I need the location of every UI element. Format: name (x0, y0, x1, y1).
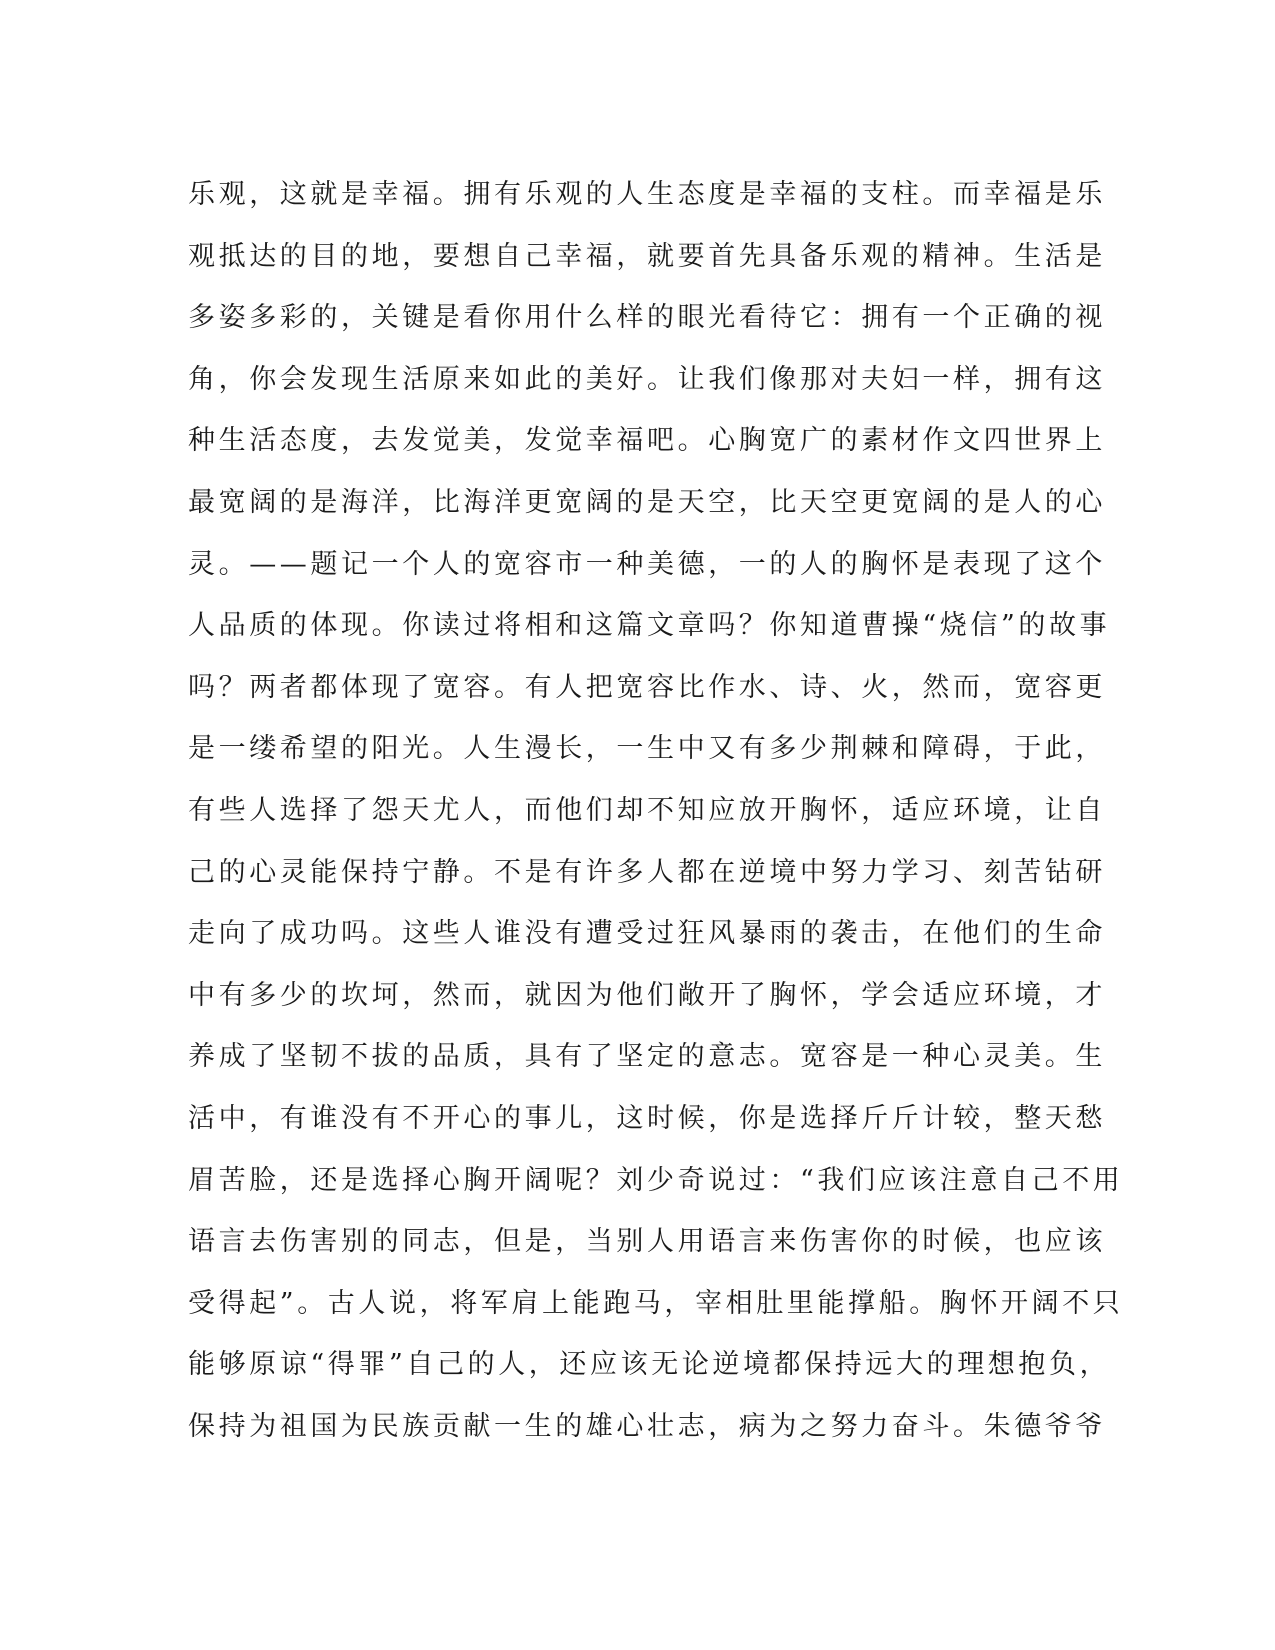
text-line: 己的心灵能保持宁静。不是有许多人都在逆境中努力学习、刻苦钻研 (188, 856, 1106, 888)
text-line: 中有多少的坎坷，然而，就因为他们敞开了胸怀，学会适应环境，才 (188, 979, 1106, 1011)
text-line: 角，你会发现生活原来如此的美好。让我们像那对夫妇一样，拥有这 (188, 363, 1106, 395)
text-line: 眉苦脸，还是选择心胸开阔呢？刘少奇说过：“我们应该注意自己不用 (188, 1164, 1124, 1196)
text-line: 受得起”。古人说，将军肩上能跑马，宰相肚里能撑船。胸怀开阔不只 (188, 1287, 1124, 1319)
text-line: 种生活态度，去发觉美，发觉幸福吧。心胸宽广的素材作文四世界上 (188, 425, 1106, 457)
text-line: 活中，有谁没有不开心的事儿，这时候，你是选择斤斤计较，整天愁 (188, 1102, 1106, 1134)
text-line: 有些人选择了怨天尤人，而他们却不知应放开胸怀，适应环境，让自 (188, 794, 1106, 826)
text-line: 多姿多彩的，关键是看你用什么样的眼光看待它：拥有一个正确的视 (188, 302, 1106, 334)
body-text (188, 164, 1124, 1457)
text-line: 养成了坚韧不拔的品质，具有了坚定的意志。宽容是一种心灵美。生 (188, 1041, 1106, 1073)
text-line: 观抵达的目的地，要想自己幸福，就要首先具备乐观的精神。生活是 (188, 240, 1106, 272)
text-line: 是一缕希望的阳光。人生漫长，一生中又有多少荆棘和障碍，于此， (188, 733, 1106, 765)
text-line: 灵。——题记一个人的宽容市一种美德，一的人的胸怀是表现了这个 (188, 548, 1106, 580)
text-line: 最宽阔的是海洋，比海洋更宽阔的是天空，比天空更宽阔的是人的心 (188, 486, 1106, 518)
text-line: 保持为祖国为民族贡献一生的雄心壮志，病为之努力奋斗。朱德爷爷 (188, 1410, 1106, 1442)
text-line: 吗？两者都体现了宽容。有人把宽容比作水、诗、火，然而，宽容更 (188, 671, 1106, 703)
text-line: 能够原谅“得罪”自己的人，还应该无论逆境都保持远大的理想抱负， (188, 1349, 1111, 1381)
text-line: 语言去伤害别的同志，但是，当别人用语言来伤害你的时候，也应该 (188, 1226, 1106, 1258)
text-line: 走向了成功吗。这些人谁没有遭受过狂风暴雨的袭击，在他们的生命 (188, 918, 1106, 950)
text-line: 乐观，这就是幸福。拥有乐观的人生态度是幸福的支柱。而幸福是乐 (188, 179, 1106, 210)
text-line: 人品质的体现。你读过将相和这篇文章吗？你知道曹操“烧信”的故事 (188, 610, 1111, 642)
